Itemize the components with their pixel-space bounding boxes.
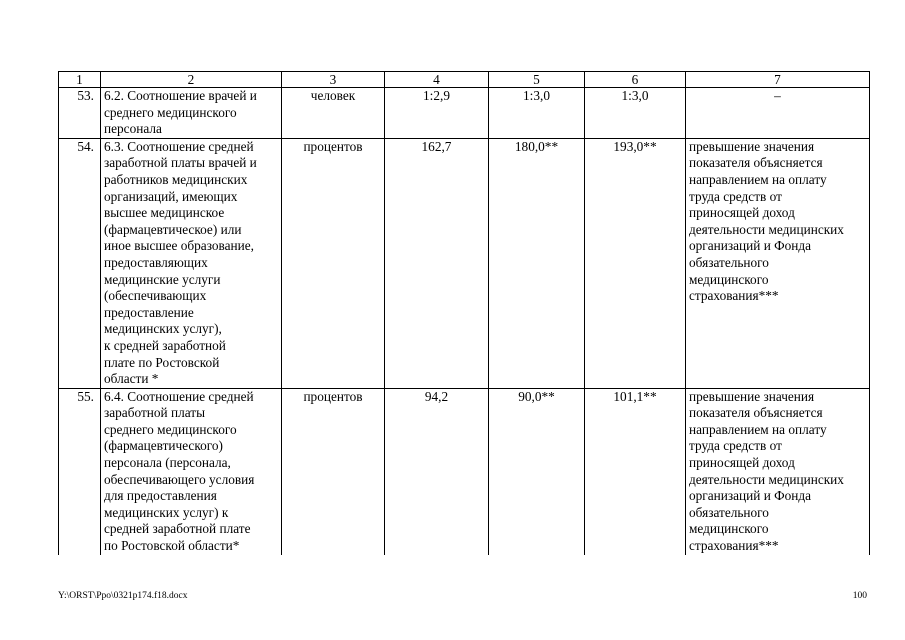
unit-cell: человек — [282, 88, 385, 139]
value-col5: 90,0** — [489, 388, 585, 554]
note-cell: превышение значения показателя объясняется направлением на оплату труда средств от приносящей доход деятельности медицинских организаций и Фонда обязательного медицинского страхования*** — [686, 388, 870, 554]
page-number: 100 — [852, 591, 867, 601]
note-cell: – — [686, 88, 870, 139]
note-cell: превышение значения показателя объясняется направлением на оплату труда средств от приносящей доход деятельности медицинских организаций и Фонда обязательного медицинского страхования*** — [686, 138, 870, 388]
unit-cell: процентов — [282, 388, 385, 554]
table-row — [59, 138, 870, 388]
indicator-table — [58, 71, 870, 555]
value-col6: 101,1** — [585, 388, 686, 554]
header-cell: 6 — [585, 72, 686, 88]
header-cell: 2 — [101, 72, 282, 88]
value-col5: 1:3,0 — [489, 88, 585, 139]
row-number: 54. — [59, 138, 101, 388]
footer-file-path: Y:\ORST\Ppo\0321p174.f18.docx — [58, 591, 188, 601]
header-cell: 7 — [686, 72, 870, 88]
table-header-row — [59, 72, 870, 88]
value-col4: 94,2 — [385, 388, 489, 554]
unit-cell: процентов — [282, 138, 385, 388]
indicator-name: 6.2. Соотношение врачей и среднего медицинского персонала — [101, 88, 282, 139]
header-cell: 5 — [489, 72, 585, 88]
row-number: 55. — [59, 388, 101, 554]
header-cell: 1 — [59, 72, 101, 88]
value-col4: 1:2,9 — [385, 88, 489, 139]
indicator-name: 6.3. Соотношение средней заработной платы врачей и работников медицинских организаций, имеющих высшее медицинское (фармацевтическое) или иное высшее образование, предоставляющих медицинские услуги (обеспечивающих предоставление медицинских услуг), к средней заработной плате по Ростовской области * — [101, 138, 282, 388]
value-col6: 193,0** — [585, 138, 686, 388]
table-row — [59, 388, 870, 554]
indicator-name: 6.4. Соотношение средней заработной платы среднего медицинского (фармацевтического) персонала (персонала, обеспечивающего условия для предоставления медицинских услуг) к средней заработной плате по Ростовской области* — [101, 388, 282, 554]
value-col5: 180,0** — [489, 138, 585, 388]
table-row — [59, 88, 870, 139]
header-cell: 3 — [282, 72, 385, 88]
row-number: 53. — [59, 88, 101, 139]
header-cell: 4 — [385, 72, 489, 88]
value-col6: 1:3,0 — [585, 88, 686, 139]
value-col4: 162,7 — [385, 138, 489, 388]
